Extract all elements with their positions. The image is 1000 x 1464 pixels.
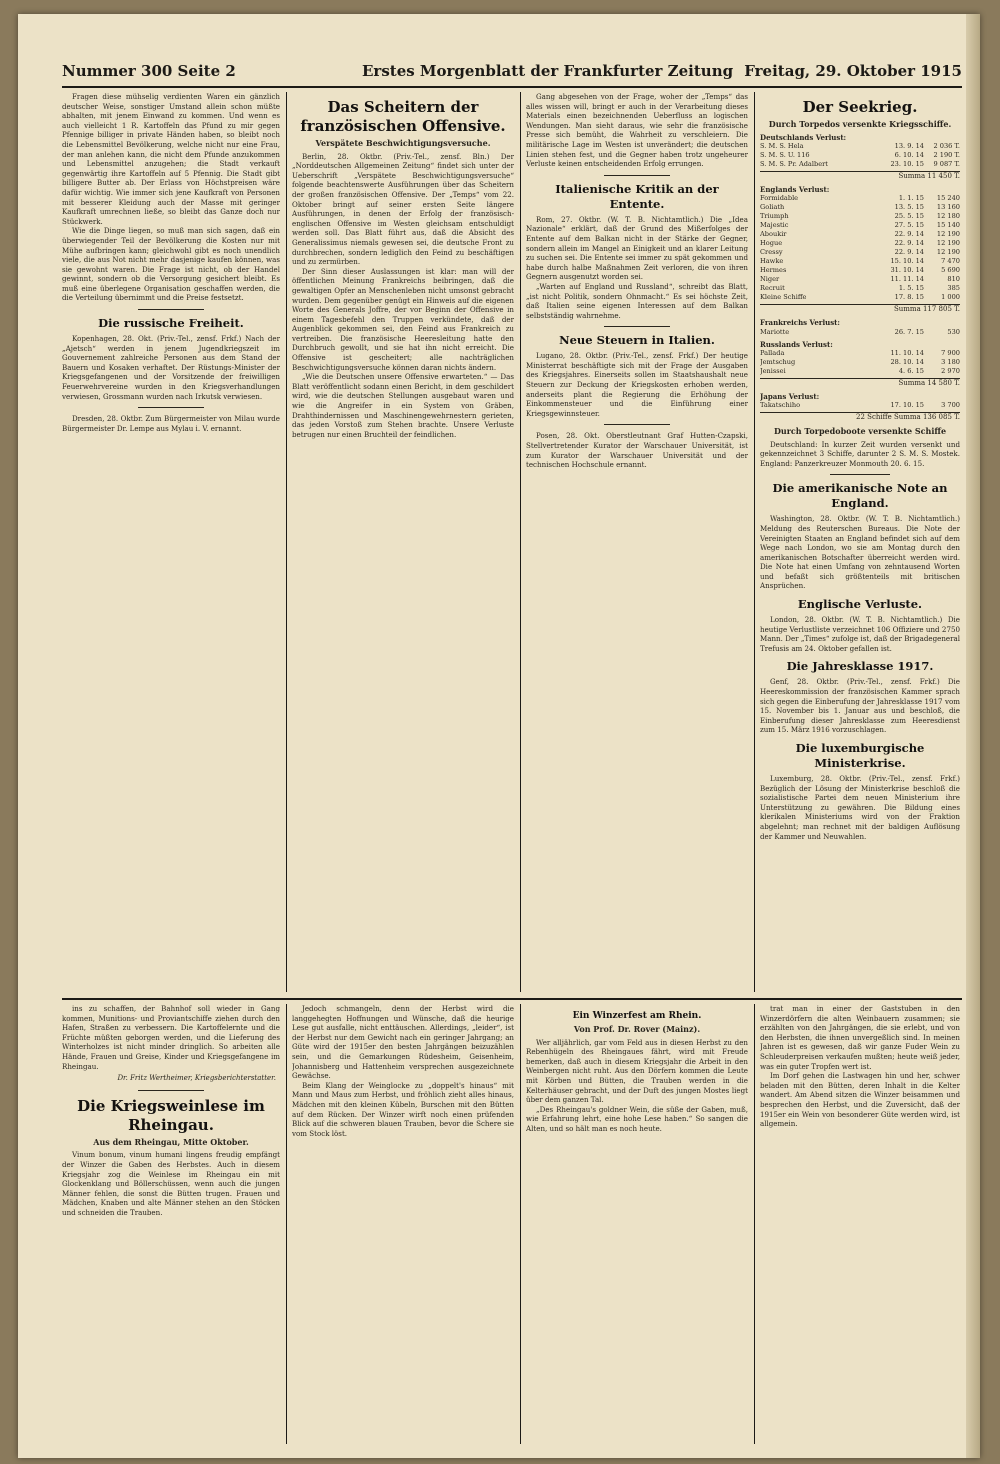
- article-text: trat man in einer der Gaststuben in den Winzerdörfern die alten Weinbauern zusammen; sie erzählten von den Jahrgängen, die sie erlebt, und von den Herbsten, die ihnen unvergeßlich sind. In meinen Jahren ist es gewesen, daß wir ganze Fuder Wein zu Schleuderpreisen verkaufen mußten; heute weiß jeder, was ein guter Tropfen wert ist.: [760, 1004, 960, 1071]
- table-cell: 3 700: [941, 401, 960, 410]
- table-cell: 2 190 T.: [933, 151, 960, 160]
- column-4: [760, 92, 960, 994]
- article-text: Jedoch schmangeln, denn der Herbst wird die langgehegten Hoffnungen und Wünsche, daß die heurige Lese gut ausfalle, nicht enttäuschen. Allerdings, „leider“, ist der Herbst nur dem Gewicht nach ein geringer Jahrgang; an Güte wird der 1915er den besten Jahrgängen beizuzählen sein, und die Gemarkungen Rüdesheim, Geisenheim, Johannisberg und Hattenheim versprechen ausgezeichnete Gewächse.: [292, 1004, 514, 1081]
- table-row: [760, 151, 960, 160]
- table-cell: 810: [947, 275, 960, 284]
- table-row: [760, 367, 960, 376]
- lower-column-2: [292, 1004, 514, 1444]
- table-cell: 13 160: [936, 203, 960, 212]
- article-text: Gang abgesehen von der Frage, woher der „Temps“ das alles wissen will, bringt er auch in der Verarbeitung dieses Materials einen bezeichnenden Ueberfluss an logischen Wendungen. Man sieht daraus, wie sehr die französische Presse sich bemüht, die Wahrheit zu verschleiern. Die militärische Lage im Westen ist unverändert; die deutschen Linien stehen fest, und die Gegner haben trotz ungeheurer Verluste keinen entscheidenden Erfolg errungen.: [526, 92, 748, 169]
- article-heading: Die Kriegsweinlese im Rheingau.: [77, 1096, 265, 1134]
- ship-table: [760, 194, 960, 302]
- table-cell: 22. 9. 14: [894, 230, 924, 239]
- article-text: Wer alljährlich, gar vom Feld aus in diesen Herbst zu den Rebenhügeln des Rheingaues fährt, wird mit Freude bemerken, daß auch in diesem Kriegsjahr die Arbeit in den Weinbergen nicht ruht. Aus den Dörfern kommen die Leute mit Körben und Bütten, die Trauben werden in die Kelterhäuser gebracht, und der Duft des jungen Mostes liegt über dem ganzen Tal.: [526, 1037, 748, 1105]
- article-text: ins zu schaffen, der Bahnhof soll wieder in Gang kommen, Munitions- und Proviantschiffe ziehen durch den Hafen, Straßen zu verbessern. Die Kartoffelernte und die Früchte müßten geborgen werden, und die Lieferung des Winterholzes ist nicht minder dringlich. So arbeiten alle Hände, Frauen und Greise, Kinder und Kriegsgefangene im Rheingau.: [62, 1004, 280, 1071]
- table-row: [760, 160, 960, 169]
- article-text: Posen, 28. Okt. Oberstleutnant Graf Hutten-Czapski, Stellvertretender Kurator der Warschauer Universität, ist zum Kurator der Warschauer Universität und der technischen Hochschule ernannt.: [526, 431, 748, 470]
- table-row: [760, 230, 960, 239]
- table-cell: 22. 9. 14: [894, 248, 924, 257]
- ship-group-sum: Summa 14 580 T.: [760, 378, 960, 389]
- table-row: [760, 142, 960, 151]
- table-row: [760, 349, 960, 358]
- table-cell: 7 900: [941, 349, 960, 358]
- table-cell: Jenissei: [760, 367, 786, 376]
- article-heading: Ein Winzerfest am Rhein.: [572, 1011, 702, 1021]
- article-text: „Warten auf England und Russland“, schreibt das Blatt, „ist nicht Politik, sondern Ohnmacht.“ Es sei höchste Zeit, daß Italien seine eigenen Interessen auf dem Balkan selbstständig wahrnehme.: [526, 281, 748, 320]
- divider: [138, 309, 203, 310]
- article-heading: Neue Steuern in Italien.: [559, 333, 715, 348]
- masthead: [62, 58, 982, 86]
- table-cell: 9 087 T.: [933, 160, 960, 169]
- table-cell: 17. 8. 15: [894, 293, 924, 302]
- article-text: Beim Klang der Weinglocke zu „doppelt's hinaus“ mit Mann und Maus zum Herbst, und fröhlich zieht alles hinaus, Mädchen mit den kleinen Kübeln, Burschen mit den Bütten auf dem Rücken. Der Winzer wirft noch einen prüfenden Blick auf die schweren blauen Trauben, bevor die Schere sie vom Stock löst.: [292, 1080, 514, 1138]
- table-cell: Recruit: [760, 284, 785, 293]
- table-row: [760, 212, 960, 221]
- lower-column-1: [62, 1004, 280, 1444]
- table-cell: 7 470: [941, 257, 960, 266]
- table-cell: Jemtschug: [760, 358, 796, 367]
- article-text: „Wie die Deutschen unsere Offensive erwarteten.“ — Das Blatt veröffentlicht sodann einen Bericht, in dem geschildert wird, wie die deutschen Stellungen ausgebaut waren und wie die Angreifer in ein System von Gräben, Drahthindernissen und Maschinengewehrnestern gerieten, das jeden Vorstoß zum Stehen brachte. Unsere Verluste betrugen nur einen Bruchteil der feindlichen.: [292, 372, 514, 439]
- table-cell: Kleine Schiffe: [760, 293, 807, 302]
- table-cell: 23. 10. 15: [890, 160, 924, 169]
- column-rule: [754, 92, 755, 992]
- article-text: Der Sinn dieser Auslassungen ist klar: man will der öffentlichen Meinung Frankreichs beibringen, daß die gewaltigen Opfer an Menschenleben nicht umsonst gebracht wurden. Dem gegenüber genügt ein Hinweis auf die eigenen Worte des Generals Joffre, der vor Beginn der Offensive in einem Tagesbefehl den Truppen verkündete, daß der Augenblick gekommen sei, den Feind aus Frankreich zu vertreiben. Die französische Heeresleitung hatte den Durchbruch gewollt, und sie hat ihn nicht erreicht. Die Offensive ist gescheitert; alle nachträglichen Beschwichtigungsversuche können daran nichts ändern.: [292, 266, 514, 372]
- column-rule: [286, 1004, 287, 1444]
- table-cell: Hogue: [760, 239, 783, 248]
- table-cell: 11. 10. 14: [890, 349, 924, 358]
- ship-table: [760, 349, 960, 376]
- article-heading: Das Scheitern der französischen Offensive.: [300, 98, 506, 135]
- table-row: [760, 275, 960, 284]
- table-cell: 1. 5. 15: [898, 284, 924, 293]
- article-text: Fragen diese mühselig verdienten Waren ein gänzlich deutscher Weise, sonstiger Umstand allein schon müßte abhalten, mit jenem Einwand zu kommen. Und wenn es auch vielleicht 1 R. Kartoffeln das Pfund zu mir gegen Pfennige billiger in private Händen haben, so bleibt noch die Lebensmittel Bevölkerung, welche nicht nur eine Frau, der man anlehen kann, die nicht dem Pfunde anzukommen und Lebensmittel anzugehen; die Stadt verkauft gegenwärtig ihre Kartoffeln auf 5 Pfennig. Die Stadt gibt billigere Butter ab. Der Erlass von Höchstpreisen wäre dafür wichtig. Wie immer sich jene Kaufkraft von Personen mit besserer Kleidung auch der Masse mit geringer Kaufkraft umrechnen ließe, so bleibt das Ganze doch nur Stückwerk.: [62, 92, 280, 226]
- column-2: [292, 92, 514, 994]
- table-cell: Pallada: [760, 349, 785, 358]
- article-heading: Die luxemburgische Ministerkrise.: [795, 741, 925, 770]
- page-edge: [966, 14, 980, 1458]
- ship-group-sum: Summa 11 450 T.: [760, 171, 960, 182]
- table-cell: Mariotte: [760, 327, 790, 336]
- article-heading: Der Seekrieg.: [802, 98, 918, 116]
- article-text: Berlin, 28. Oktbr. (Priv.-Tel., zensf. Bln.) Der „Norddeutschen Allgemeinen Zeitung“ findet sich unter der Ueberschrift „Verspätete Beschwichtigungsversuche“ folgende beachtenswerte Ausführungen über das Scheitern der großen französischen Offensive. Der „Temps“ vom 22. Oktober bringt auf seiner ersten Seite längere Ausführungen, in denen der Erfolg der französisch-englischen Offensive im Westen gleichsam entschuldigt werden soll. Das Blatt führt aus, daß die Absicht des Generalissimus niemals gewesen sei, die deutsche Front zu durchbrechen, sondern lediglich den Feind zu beschäftigen und zu zermürben.: [292, 151, 514, 267]
- table-row: [760, 358, 960, 367]
- table-row: [760, 221, 960, 230]
- byline: Von Prof. Dr. Rover (Mainz).: [573, 1024, 701, 1034]
- article-text: Kopenhagen, 28. Okt. (Priv.-Tel., zensf. Frkf.) Nach der „Ajetsch“ werden in jenem Jugendkriegszeit im Gouvernement zahlreiche Personen aus dem Stand der Bauern und Kosaken verhaftet. Der Rüstungs-Minister der Kriegsgefangenen und der Vorsitzende der freiwilligen Feuerwehrvereine wurden in den Kriegsverhandlungen verwiesen, Grossmann wurden nach Irkutsk verwiesen.: [62, 334, 280, 401]
- table-cell: Hermes: [760, 266, 787, 275]
- article-heading: Englische Verluste.: [797, 597, 923, 612]
- column-3: [526, 92, 748, 994]
- column-rule: [520, 92, 521, 992]
- table-row: [760, 266, 960, 275]
- ship-group-heading: Englands Verlust:: [760, 184, 830, 194]
- torpedo-note: Durch Torpedoboote versenkte Schiffe: [773, 425, 947, 436]
- article-text: „Des Rheingau's goldner Wein, die süße der Gaben, muß, wie Erfahrung lehrt, eine hohe Lese haben.“ So sangen die Alten, und so hält man es noch heute.: [526, 1104, 748, 1133]
- divider: [138, 407, 203, 408]
- ship-group-heading: Deutschlands Verlust:: [760, 132, 847, 142]
- table-cell: 28. 10. 14: [890, 358, 924, 367]
- table-cell: Triumph: [760, 212, 789, 221]
- table-cell: 13. 9. 14: [894, 142, 924, 151]
- article-text: Dresden, 28. Oktbr. Zum Bürgermeister von Milau wurde Bürgermeister Dr. Lempe aus Mylau i. V. ernannt.: [62, 414, 280, 433]
- table-row: [760, 248, 960, 257]
- signature: Dr. Fritz Wertheimer, Kriegsberichterstatter.: [117, 1074, 276, 1083]
- divider: [604, 424, 671, 425]
- ship-group-heading: Japans Verlust:: [760, 391, 820, 401]
- article-text: Rom, 27. Oktbr. (W. T. B. Nichtamtlich.) Die „Idea Nazionale“ erklärt, daß der Grund des Mißerfolges der Entente auf dem Balkan nicht in der Stärke der Gegner, sondern allein im Mangel an Einigkeit und an klarer Leitung zu suchen sei. Die Entente sei immer zu spät gekommen und habe durch halbe Maßnahmen Zeit verloren, die von ihren Gegnern ausgenutzt worden sei.: [526, 214, 748, 282]
- table-cell: Niger: [760, 275, 780, 284]
- newspaper-page: [18, 14, 980, 1458]
- issue-number: Nummer 300 Seite 2: [62, 62, 236, 80]
- table-cell: 15 240: [936, 194, 960, 203]
- article-heading: Die russische Freiheit.: [98, 316, 244, 331]
- table-cell: 12 180: [936, 212, 960, 221]
- column-rule: [286, 92, 287, 992]
- article-heading: Die Jahresklasse 1917.: [786, 659, 934, 674]
- table-cell: S. M. S. U. 116: [760, 151, 810, 160]
- table-row: [760, 257, 960, 266]
- table-cell: 31. 10. 14: [890, 266, 924, 275]
- article-text: Genf, 28. Oktbr. (Priv.-Tel., zensf. Frkf.) Die Heereskommission der französischen Kammer sprach sich gegen die Einberufung der Jahresklasse 1917 vom 15. November bis 1. Januar aus und beschloß, die Einberufung dieser Jahresklasse zum Heeresdienst zum 15. März 1916 vorzuschlagen.: [760, 677, 960, 735]
- table-cell: 13. 5. 15: [894, 203, 924, 212]
- table-cell: 4. 6. 15: [898, 367, 924, 376]
- article-text: Deutschland: In kurzer Zeit wurden versenkt und gekennzeichnet 3 Schiffe, darunter 2 S. M. S. Mostek. England: Panzerkreuzer Monmouth 20. 6. 15.: [760, 439, 960, 468]
- table-cell: 15 140: [936, 221, 960, 230]
- table-row: [760, 328, 960, 337]
- article-text: Luxemburg, 28. Oktbr. (Priv.-Tel., zensf. Frkf.) Bezüglich der Lösung der Ministerkrise beschloß die sozialistische Partei dem neuen Ministerium ihre Unterstützung zu gewähren. Die Bildung eines klerikalen Ministeriums wird von der Fraktion abgelehnt; man rechnet mit der baldigen Auflösung der Kammer und Neuwahlen.: [760, 774, 960, 841]
- table-cell: 12 190: [936, 239, 960, 248]
- table-cell: 2 970: [941, 367, 960, 376]
- article-text: Vinum bonum, vinum humani lingens freudig empfängt der Winzer die Gaben des Herbstes. Auch in diesem Kriegsjahr zog die Weinlese im Rheingau ein mit Glockenklang und Böllerschüssen, wenn auch die jungen Männer fehlen, die sonst die Bütten trugen. Frauen und Mädchen, Knaben und alte Männer stehen an den Stöcken und schneiden die Trauben.: [62, 1150, 280, 1217]
- table-row: [760, 284, 960, 293]
- table-cell: S. M. S. Pr. Adalbert: [760, 160, 828, 169]
- ship-table: [760, 328, 960, 337]
- dateline: Aus dem Rheingau, Mitte Oktober.: [93, 1136, 249, 1147]
- ship-group-sum: 22 Schiffe Summa 136 085 T.: [760, 412, 960, 423]
- article-text: Washington, 28. Oktbr. (W. T. B. Nichtamtlich.) Meldung des Reuterschen Bureaus. Die Note der Vereinigten Staaten an England befindet sich auf dem Wege nach London, wo sie am Montag durch den amerikanischen Botschafter überreicht werden wird. Die Note hat einen Umfang von zehntausend Worten und befaßt sich größtenteils mit britischen Ansprüchen.: [760, 514, 960, 591]
- table-cell: Hawke: [760, 257, 784, 266]
- table-cell: 1. 1. 15: [898, 194, 924, 203]
- table-cell: Cressy: [760, 248, 783, 257]
- table-cell: 15. 10. 14: [890, 257, 924, 266]
- article-text: Lugano, 28. Oktbr. (Priv.-Tel., zensf. Frkf.) Der heutige Ministerrat beschäftigte sich mit der Frage der Ausgaben des Kriegsjahres. Einerseits sollen im Staatshaushalt neue Steuern zur Deckung der Kriegskosten erhoben werden, anderseits plant die Regierung die Erhöhung der Einkommensteuer und die Einführung einer Kriegsgewinnsteuer.: [526, 351, 748, 418]
- article-heading: Italienische Kritik an der Entente.: [555, 181, 719, 211]
- table-cell: Takatschiho: [760, 401, 801, 410]
- feuilleton-rule: [62, 998, 962, 1000]
- issue-date: Freitag, 29. Oktober 1915: [744, 62, 962, 80]
- table-cell: Aboukir: [760, 230, 787, 239]
- article-text: Im Dorf gehen die Lastwagen hin und her, schwer beladen mit den Bütten, deren Inhalt in die Kelter wandert. Am Abend sitzen die Winzer beisammen und besprechen den Herbst, und die Zuversicht, daß der 1915er ein Wein von besonderer Güte werden wird, ist allgemein.: [760, 1071, 960, 1129]
- article-subheading: Durch Torpedos versenkte Kriegsschiffe.: [768, 119, 952, 129]
- table-row: [760, 293, 960, 302]
- newspaper-title: Erstes Morgenblatt der Frankfurter Zeitung: [362, 62, 734, 80]
- masthead-rule: [62, 86, 962, 88]
- table-cell: 12 190: [936, 230, 960, 239]
- table-row: [760, 203, 960, 212]
- ship-table: [760, 401, 960, 410]
- article-text: London, 28. Oktbr. (W. T. B. Nichtamtlich.) Die heutige Verlustliste verzeichnet 106 Offiziere und 2750 Mann. Der „Times“ zufolge ist, daß der Brigadegeneral Trefusis am 24. Oktober gefallen ist.: [760, 615, 960, 653]
- table-row: [760, 401, 960, 410]
- table-row: [760, 239, 960, 248]
- table-cell: 5 690: [941, 266, 960, 275]
- ship-group-heading: Frankreichs Verlust:: [760, 317, 840, 327]
- table-cell: 26. 7. 15: [894, 327, 924, 336]
- table-cell: 27. 5. 15: [894, 221, 924, 230]
- column-1: [62, 92, 280, 994]
- table-cell: 22. 9. 14: [894, 239, 924, 248]
- ship-group-sum: Summa 117 805 T.: [760, 304, 960, 315]
- article-text: Wie die Dinge liegen, so muß man sich sagen, daß ein überwiegender Teil der Bevölkerung die Kosten nur mit Mühe aufbringen kann; gleichwohl gibt es noch unendlich viele, die aus Not nicht mehr dasjenige kaufen können, was sie gewohnt waren. Die Frage ist nicht, ob der Handel gewinnt, sondern ob die Versorgung gesichert bleibt. Es muß eine überlegene Organisation geschaffen werden, die die Verteilung übernimmt und die Preise festsetzt.: [62, 226, 280, 303]
- table-cell: 17. 10. 15: [890, 401, 924, 410]
- table-cell: 6. 10. 14: [894, 151, 924, 160]
- lower-column-3: [526, 1004, 748, 1444]
- article-heading: Die amerikanische Note an England.: [772, 481, 948, 511]
- ship-group-heading: Russlands Verlust:: [760, 339, 833, 349]
- ship-table: [760, 142, 960, 169]
- column-rule: [754, 1004, 755, 1444]
- table-cell: S. M. S. Hela: [760, 142, 804, 151]
- table-cell: 11. 11. 14: [890, 275, 924, 284]
- table-cell: 25. 5. 15: [894, 212, 924, 221]
- divider: [138, 1090, 203, 1091]
- table-cell: 12 190: [936, 248, 960, 257]
- divider: [604, 175, 671, 176]
- divider: [604, 326, 671, 327]
- divider: [830, 474, 890, 475]
- table-cell: Formidable: [760, 194, 799, 203]
- table-cell: 530: [947, 327, 960, 336]
- article-subheading: Verspätete Beschwichtigungsversuche.: [315, 138, 491, 148]
- table-cell: Majestic: [760, 221, 789, 230]
- table-cell: 2 036 T.: [933, 142, 960, 151]
- ship-loss-table: [760, 133, 960, 423]
- table-cell: 385: [947, 284, 960, 293]
- table-cell: 1 000: [941, 293, 960, 302]
- table-row: [760, 194, 960, 203]
- table-cell: Goliath: [760, 203, 785, 212]
- table-cell: 3 180: [941, 358, 960, 367]
- lower-column-4: [760, 1004, 960, 1444]
- column-rule: [520, 1004, 521, 1444]
